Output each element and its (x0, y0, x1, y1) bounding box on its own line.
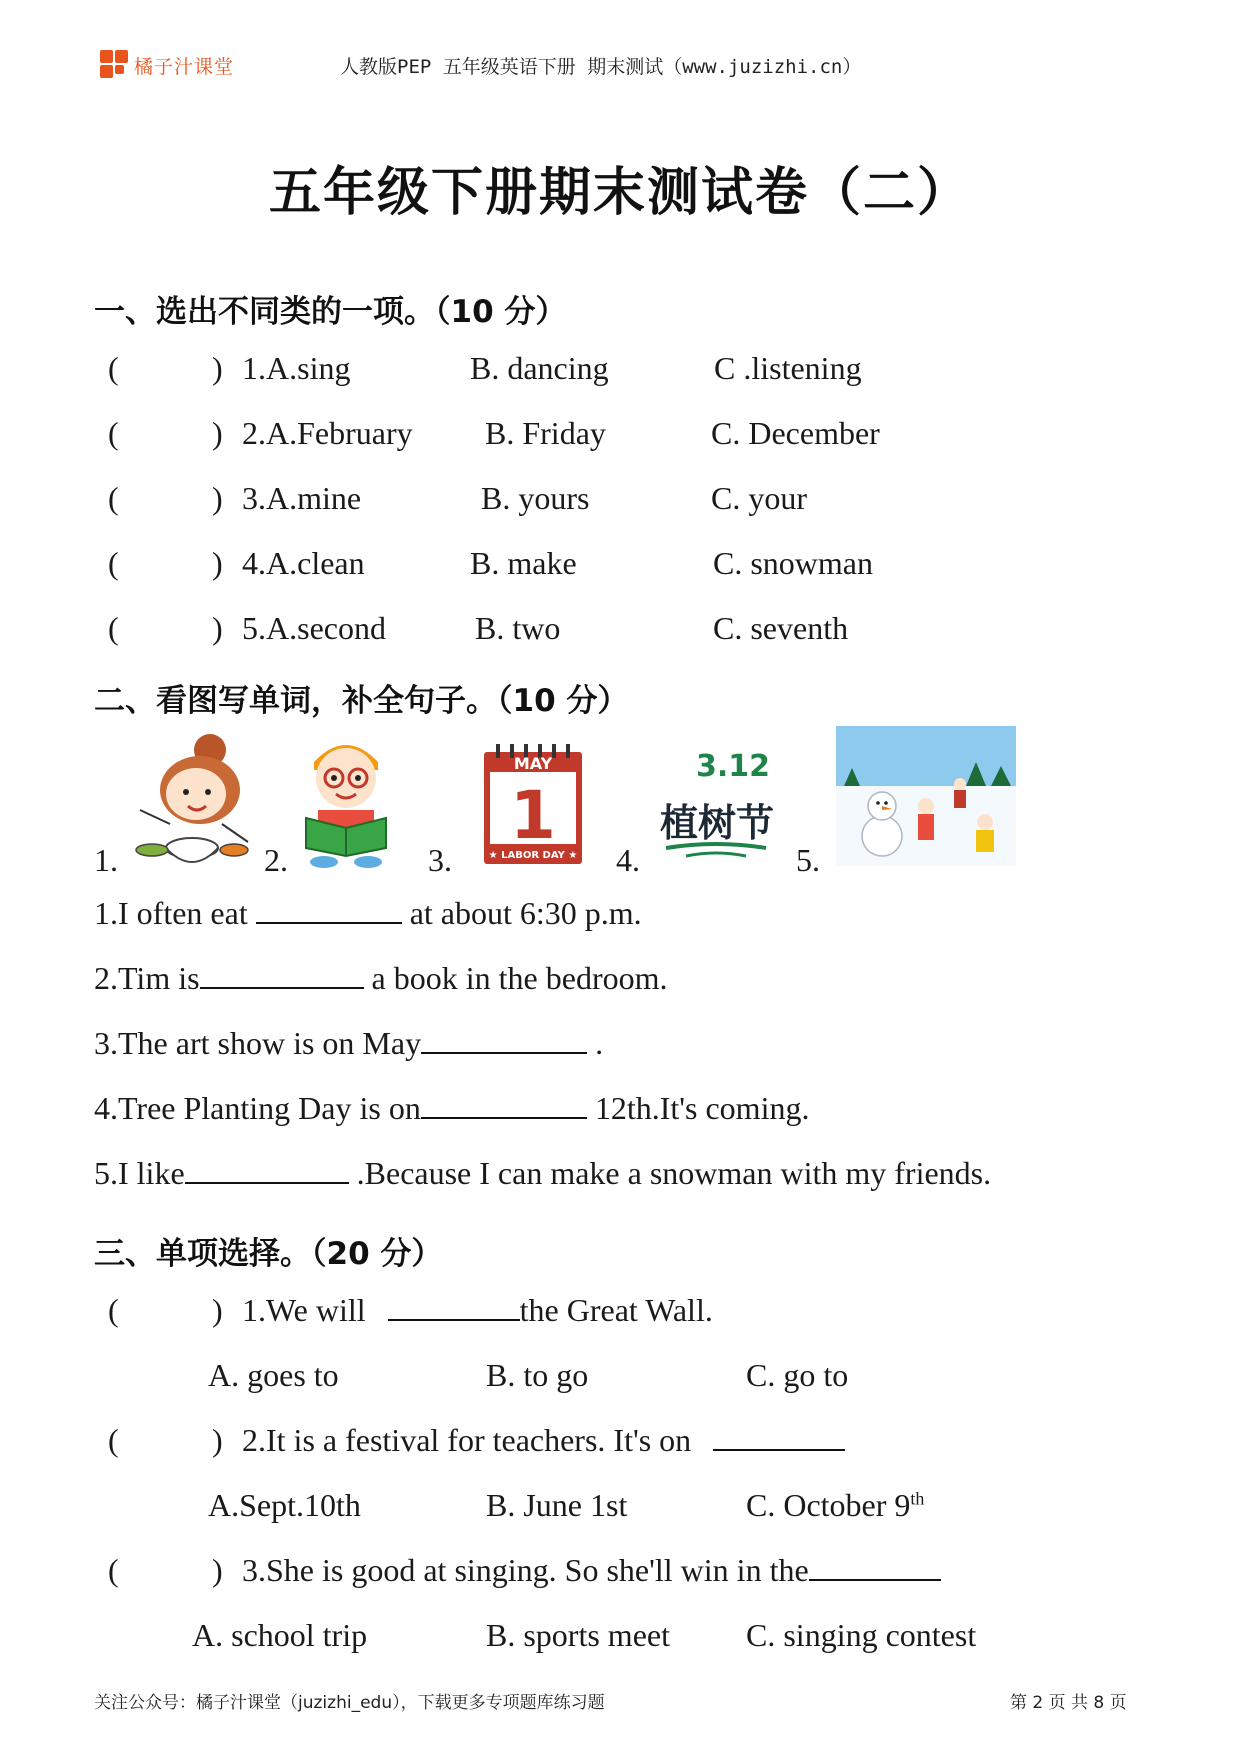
option-c: C. your (711, 480, 807, 516)
answer-paren-open[interactable]: ( (108, 545, 119, 581)
option-b: B. two (475, 610, 561, 646)
option-c: C. December (711, 415, 880, 451)
answer-paren-close: ) (212, 480, 223, 516)
sentence-text: 4.Tree Planting Day is on (94, 1090, 421, 1126)
option-a: 4.A.clean (242, 545, 365, 581)
page-title: 五年级下册期末测试卷（二） (268, 163, 971, 223)
option-a: A. goes to (208, 1357, 339, 1393)
option-a: 1.A.sing (242, 350, 351, 386)
calendar-footer: ★ LABOR DAY ★ (488, 850, 578, 861)
stem-text: 1.We will (242, 1292, 374, 1328)
option-a: 3.A.mine (242, 480, 362, 516)
option-a: 2.A.February (242, 415, 413, 451)
option-c: C. seventh (713, 610, 849, 646)
option-b: B. yours (481, 480, 590, 516)
option-c: C. singing contest (746, 1617, 977, 1653)
page-number: 第 2 页 共 8 页 (1010, 1693, 1127, 1713)
winter-snowman-picture (836, 726, 1016, 866)
sentence-text: at about 6:30 p.m. (401, 895, 642, 931)
answer-blank[interactable] (200, 961, 364, 989)
sentence-4 (94, 1090, 809, 1127)
option-b: B. June 1st (486, 1487, 628, 1523)
answer-paren-open[interactable]: ( (108, 480, 119, 516)
answer-paren-open[interactable]: ( (108, 1552, 119, 1588)
answer-paren-close: ) (212, 350, 223, 386)
boy-reading-picture (296, 732, 396, 870)
answer-paren-close: ) (212, 545, 223, 581)
answer-paren-open[interactable]: ( (108, 1292, 119, 1328)
option-c (746, 1487, 924, 1524)
option-a: 5.A.second (242, 610, 386, 646)
option-c: C. go to (746, 1357, 849, 1393)
option-a: A. school trip (192, 1617, 368, 1653)
option-b: B. sports meet (486, 1617, 670, 1653)
sentence-text: .Because I can make a snowman with my friends. (348, 1155, 992, 1191)
stem-text: 3.She is good at singing. So she'll win in the (242, 1552, 809, 1588)
pic-label-2: 2. (264, 842, 288, 878)
question-2-stem (242, 1422, 845, 1459)
answer-blank[interactable] (185, 1156, 349, 1184)
answer-paren-open[interactable]: ( (108, 350, 119, 386)
answer-blank[interactable] (809, 1553, 941, 1581)
sentence-text: 5.I like (94, 1155, 185, 1191)
option-b: B. to go (486, 1357, 589, 1393)
sentence-text: a book in the bedroom. (363, 960, 668, 996)
option-b: B. Friday (485, 415, 606, 451)
stem-text: the Great Wall. (519, 1292, 713, 1328)
sentence-1 (94, 895, 642, 932)
header-title: 人教版PEP 五年级英语下册 期末测试（www.juzizhi.cn） (340, 56, 862, 78)
sentence-text: 1.I often eat (94, 895, 256, 931)
question-3-stem (242, 1552, 941, 1589)
option-b: B. make (470, 545, 577, 581)
brand-logo (100, 48, 260, 82)
answer-paren-close: ) (212, 1552, 223, 1588)
answer-blank[interactable] (421, 1091, 587, 1119)
calendar-day: 1 (510, 777, 556, 854)
section1-heading: 一、选出不同类的一项。（10 分） (94, 294, 567, 330)
tree-day-date: 3.12 (696, 749, 771, 784)
tree-day-text: 植树节 (660, 801, 775, 845)
option-b: B. dancing (470, 350, 609, 386)
answer-blank[interactable] (713, 1423, 845, 1451)
section3-heading: 三、单项选择。（20 分） (94, 1236, 443, 1272)
calendar-may-day-picture (482, 742, 584, 866)
answer-blank[interactable] (388, 1293, 520, 1321)
section2-heading: 二、看图写单词，补全句子。（10 分） (94, 683, 629, 719)
ordinal-suffix: th (910, 1488, 925, 1509)
pic-label-3: 3. (428, 842, 452, 878)
sentence-2 (94, 960, 667, 997)
stem-text: 2.It is a festival for teachers. It's on (242, 1422, 700, 1458)
sentence-text: . (587, 1025, 604, 1061)
answer-paren-close: ) (212, 1422, 223, 1458)
pic-label-4: 4. (616, 842, 640, 878)
option-c: C .listening (714, 350, 862, 386)
answer-blank[interactable] (256, 896, 402, 924)
answer-paren-open[interactable]: ( (108, 1422, 119, 1458)
option-a: A.Sept.10th (208, 1487, 361, 1523)
logo-text: 橘子汁课堂 (134, 55, 235, 78)
sentence-5 (94, 1155, 991, 1192)
logo-icon (100, 50, 130, 80)
sentence-3 (94, 1025, 603, 1062)
option-c-text: C. October 9 (746, 1487, 911, 1523)
sentence-text: 3.The art show is on May (94, 1025, 422, 1061)
sentence-text: 2.Tim is (94, 960, 200, 996)
answer-paren-open[interactable]: ( (108, 415, 119, 451)
option-c: C. snowman (713, 545, 873, 581)
pic-label-5: 5. (796, 842, 820, 878)
girl-eating-dinner-picture (130, 728, 250, 868)
question-1-stem (242, 1292, 713, 1329)
tree-planting-day-picture (656, 740, 776, 866)
pic-label-1: 1. (94, 842, 118, 878)
calendar-month: MAY (513, 754, 553, 773)
footer-promo: 关注公众号：橘子汁课堂（juzizhi_edu），下载更多专项题库练习题 (94, 1693, 605, 1713)
answer-paren-close: ) (212, 415, 223, 451)
answer-paren-open[interactable]: ( (108, 610, 119, 646)
answer-blank[interactable] (421, 1026, 587, 1054)
answer-paren-close: ) (212, 1292, 223, 1328)
answer-paren-close: ) (212, 610, 223, 646)
sentence-text: 12th.It's coming. (586, 1090, 810, 1126)
